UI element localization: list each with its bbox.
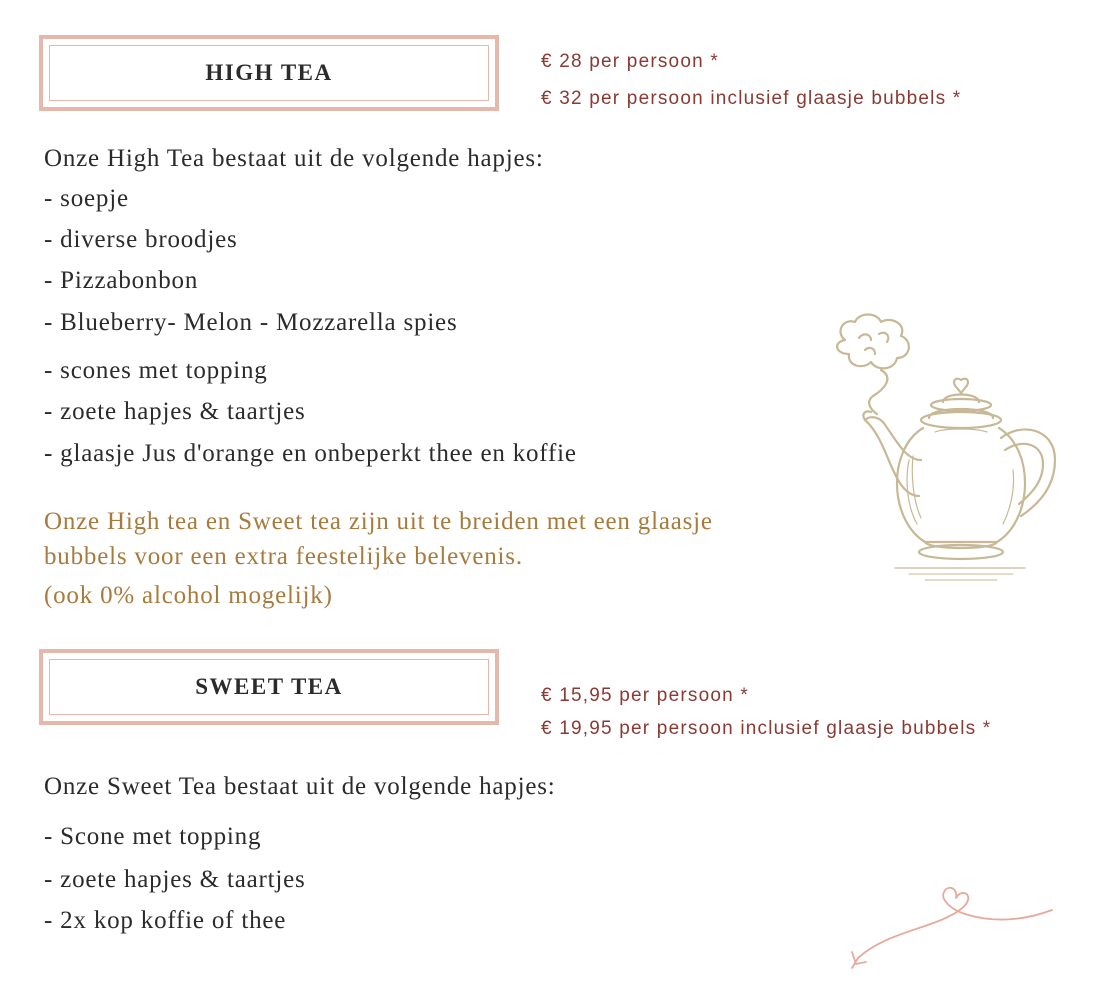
sweet-tea-price-bubbels: € 19,95 per persoon inclusief glaasje bubbels * [541,718,992,739]
list-item: - diverse broodjes [44,226,238,253]
list-item: - zoete hapjes & taartjes [44,398,306,425]
list-item: - soepje [44,185,129,212]
high-tea-title-box [39,35,499,111]
sweet-tea-title-box [39,649,499,725]
sweet-tea-intro: Onze Sweet Tea bestaat uit de volgende hapjes: [44,773,556,800]
high-tea-price: € 28 per persoon * [541,51,719,72]
sweet-tea-price: € 15,95 per persoon * [541,685,749,706]
heart-arrow-doodle [840,880,1060,975]
teapot-illustration [825,310,1070,590]
high-tea-title: HIGH TEA [205,60,333,85]
promo-line: Onze High tea en Sweet tea zijn uit te breiden met een glaasje [44,508,713,535]
list-item: - glaasje Jus d'orange en onbeperkt thee en koffie [44,440,577,467]
list-item: - Blueberry- Melon - Mozzarella spies [44,309,458,336]
sweet-tea-title-frame [49,659,489,715]
promo-line: (ook 0% alcohol mogelijk) [44,582,333,609]
list-item: - 2x kop koffie of thee [44,907,287,934]
promo-line: bubbels voor een extra feestelijke belevenis. [44,543,523,570]
high-tea-price-bubbels: € 32 per persoon inclusief glaasje bubbels * [541,88,962,109]
sweet-tea-title: SWEET TEA [195,674,343,699]
list-item: - Pizzabonbon [44,267,199,294]
list-item: - Scone met topping [44,823,262,850]
list-item: - scones met topping [44,357,268,384]
high-tea-title-frame [49,45,489,101]
high-tea-intro: Onze High Tea bestaat uit de volgende hapjes: [44,145,544,172]
list-item: - zoete hapjes & taartjes [44,866,306,893]
